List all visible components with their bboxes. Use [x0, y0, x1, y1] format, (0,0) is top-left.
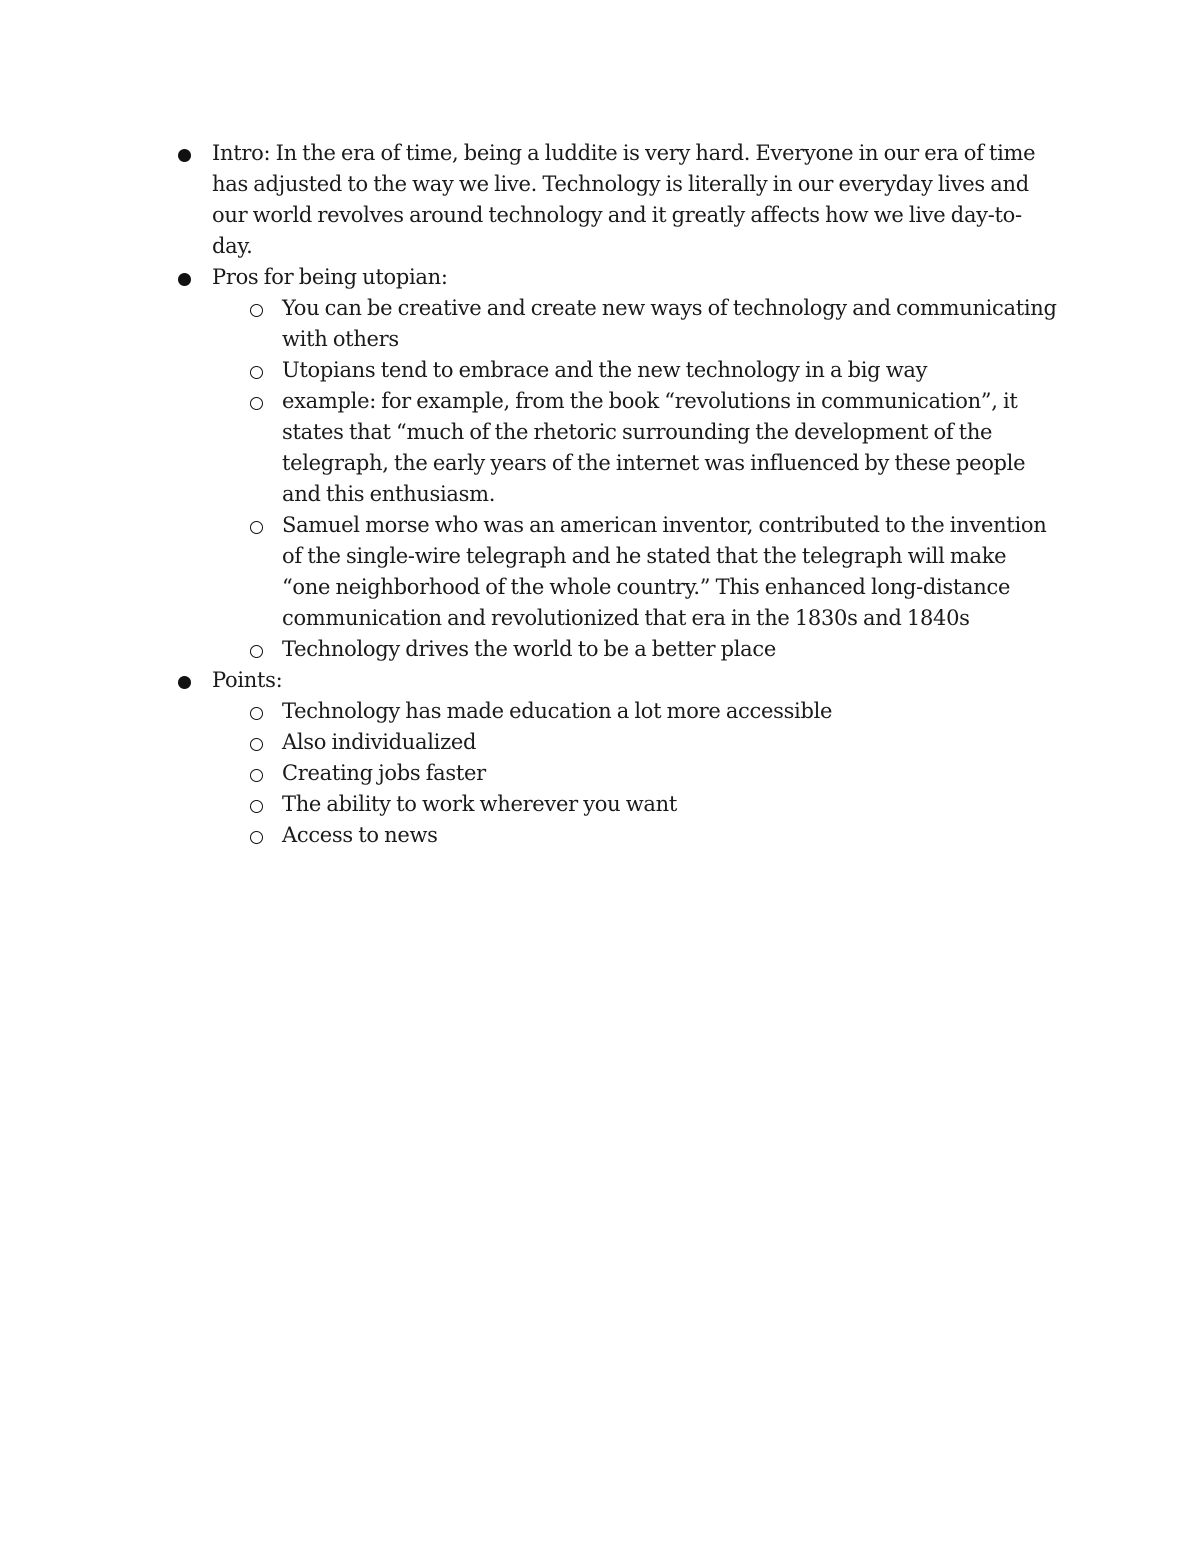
hollow-bullet-icon [250, 397, 263, 410]
sublist-item-text: You can be creative and create new ways of technology and communicating with others [282, 296, 1057, 351]
sublist-item [248, 510, 1058, 634]
list-item-text: Pros for being utopian: [212, 265, 448, 289]
sublist-item [248, 386, 1058, 510]
sublist-item [248, 355, 1058, 386]
sublist-item [248, 758, 1058, 789]
sublist-pros [178, 293, 1058, 665]
hollow-bullet-icon [250, 645, 263, 658]
sublist-item-text: Samuel morse who was an american inventor, contributed to the invention of the single-wire telegraph and he stated that the telegraph will make “one neighborhood of the whole country.” This enhanced long-distance communication and revolutionized that era in the 1830s and 1840s [282, 513, 1047, 630]
list-item-points [178, 665, 1058, 696]
hollow-bullet-icon [250, 800, 263, 813]
sublist-item-text: example: for example, from the book “revolutions in communication”, it states that “much of the rhetoric surrounding the development of the telegraph, the early years of the internet was influenced by these people and this enthusiasm. [282, 389, 1026, 506]
hollow-bullet-icon [250, 304, 263, 317]
sublist-item [248, 293, 1058, 355]
bullet-outline [178, 138, 1058, 851]
sublist-item [248, 634, 1058, 665]
filled-bullet-icon [178, 676, 191, 689]
sublist-item-text: Creating jobs faster [282, 761, 486, 785]
sublist-item-text: Technology drives the world to be a better place [282, 637, 776, 661]
hollow-bullet-icon [250, 366, 263, 379]
sublist-item-text: Access to news [282, 823, 438, 847]
hollow-bullet-icon [250, 521, 263, 534]
sublist-item [248, 727, 1058, 758]
sublist-item [248, 789, 1058, 820]
sublist-item [248, 696, 1058, 727]
sublist-item-text: Technology has made education a lot more accessible [282, 699, 833, 723]
sublist-item-text: Utopians tend to embrace and the new technology in a big way [282, 358, 928, 382]
list-item-text: Intro: In the era of time, being a luddite is very hard. Everyone in our era of time has adjusted to the way we live. Technology is literally in our everyday lives and our world revolves around technology and it greatly affects how we live day-to-day. [212, 141, 1036, 258]
hollow-bullet-icon [250, 831, 263, 844]
hollow-bullet-icon [250, 707, 263, 720]
list-item-pros [178, 262, 1058, 293]
sublist-points [178, 696, 1058, 851]
hollow-bullet-icon [250, 769, 263, 782]
hollow-bullet-icon [250, 738, 263, 751]
filled-bullet-icon [178, 149, 191, 162]
sublist-item-text: Also individualized [282, 730, 477, 754]
filled-bullet-icon [178, 273, 191, 286]
list-item-intro [178, 138, 1058, 262]
list-item-text: Points: [212, 668, 283, 692]
sublist-item [248, 820, 1058, 851]
sublist-item-text: The ability to work wherever you want [282, 792, 678, 816]
